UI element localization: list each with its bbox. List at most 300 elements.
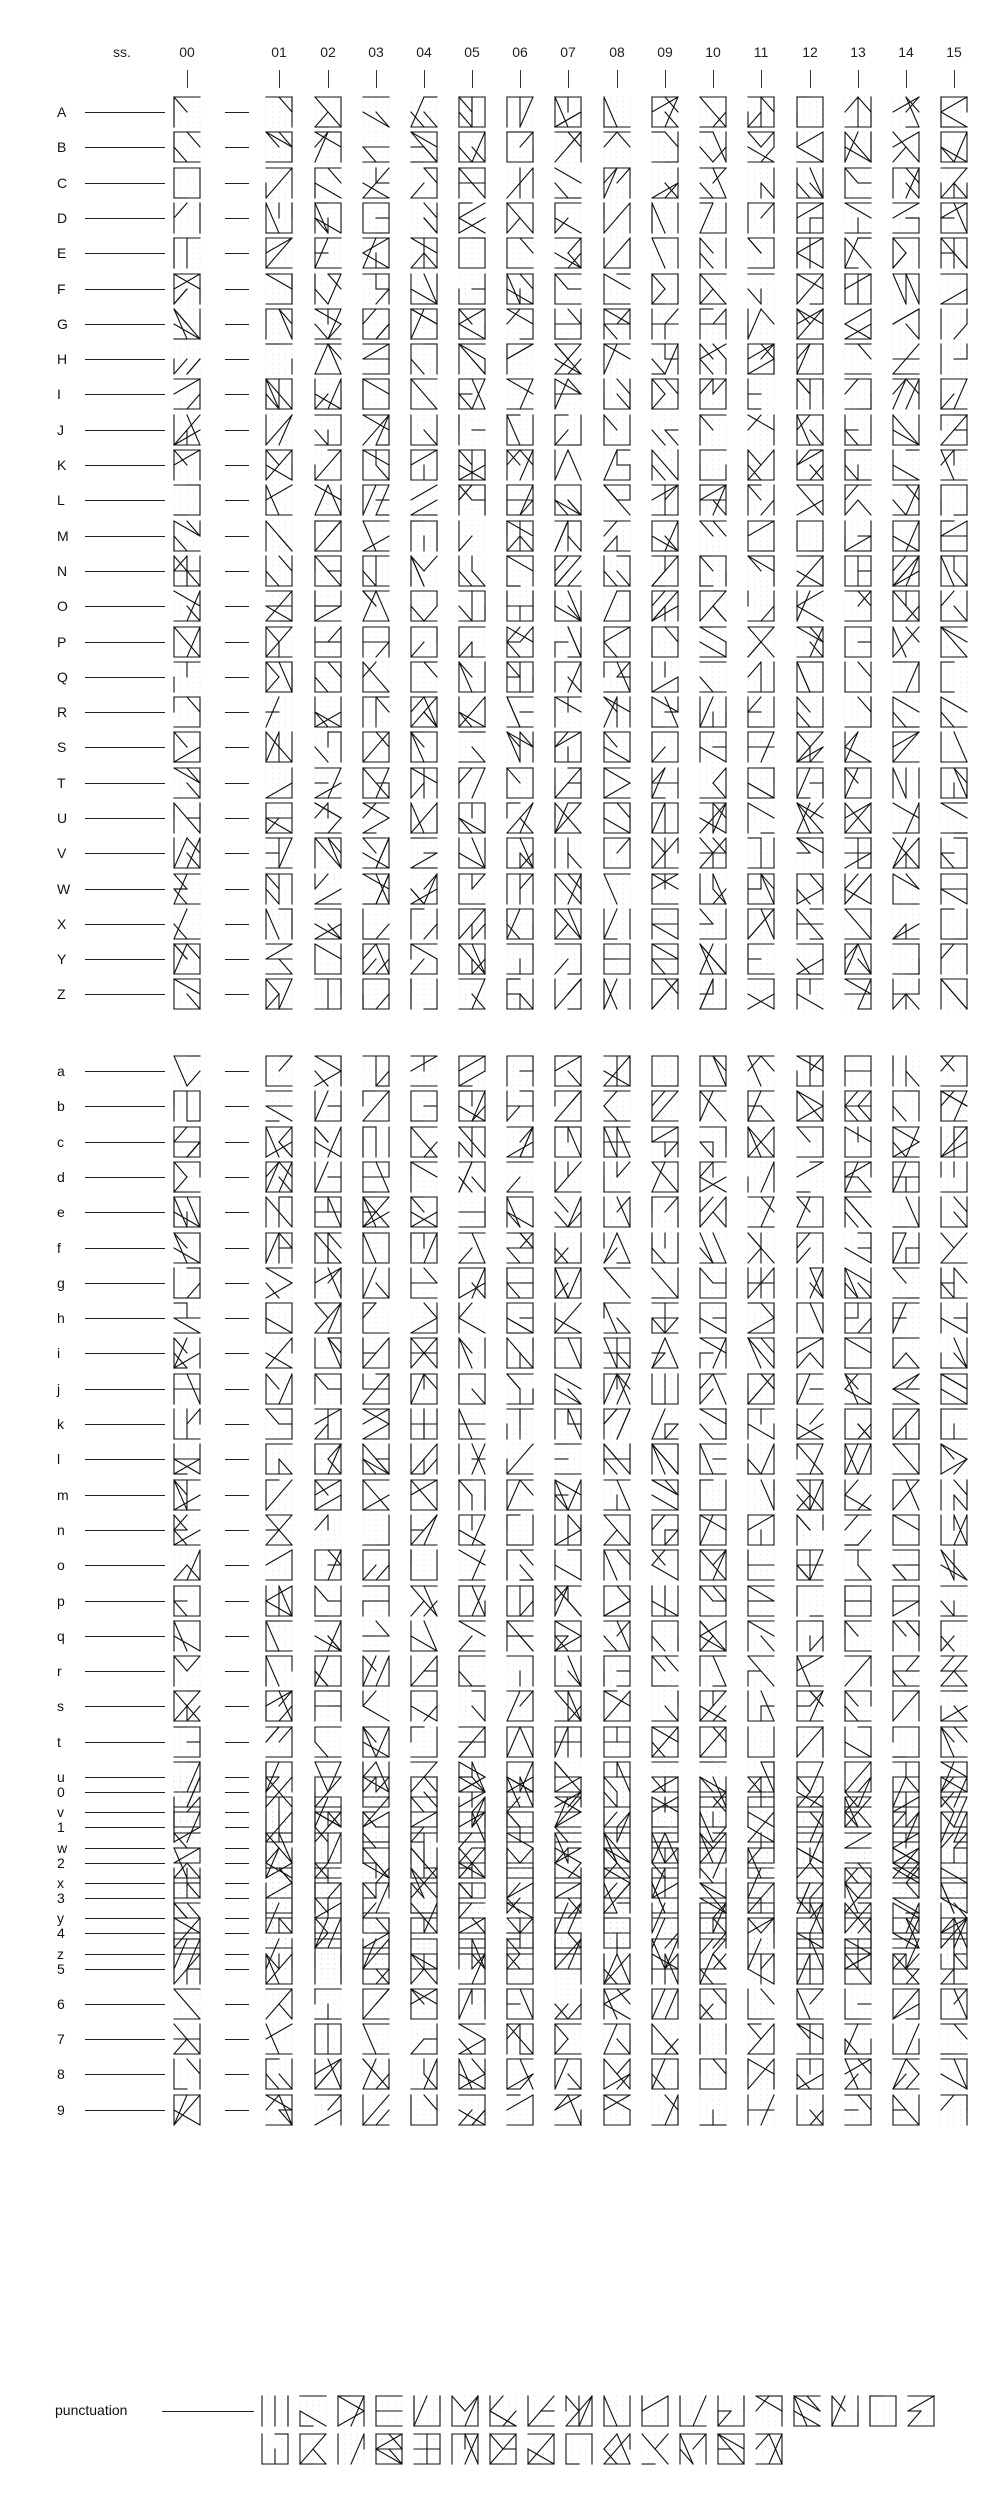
glyph-a-ss04 xyxy=(411,1056,437,1086)
row-label-uppercase-T: T xyxy=(57,775,87,791)
row-dash xyxy=(225,147,249,148)
glyph-H-ss01 xyxy=(266,344,292,374)
row-leader xyxy=(85,2004,165,2005)
glyph-M-ss15 xyxy=(941,521,967,551)
glyph-B-ss09 xyxy=(652,132,678,162)
row-dash xyxy=(225,1212,249,1213)
glyph-L-ss06 xyxy=(507,485,533,515)
glyph-U-ss08 xyxy=(604,803,630,833)
glyph-l-ss15 xyxy=(941,1444,967,1474)
glyph-r-ss10 xyxy=(700,1656,726,1686)
row-dash xyxy=(225,2110,249,2111)
glyph-3-ss15 xyxy=(941,1883,967,1913)
glyph-o-ss03 xyxy=(363,1550,389,1580)
glyph-1-ss06 xyxy=(507,1812,533,1842)
glyph-h-ss12 xyxy=(797,1303,823,1333)
row-leader xyxy=(85,2110,165,2111)
glyph-G-ss11 xyxy=(748,309,774,339)
glyph-X-ss01 xyxy=(266,909,292,939)
punctuation-glyph xyxy=(338,2434,364,2464)
glyph-e-ss03 xyxy=(363,1197,389,1227)
row-label-uppercase-L: L xyxy=(57,492,87,508)
glyph-i-ss03 xyxy=(363,1338,389,1368)
glyph-q-ss05 xyxy=(459,1621,485,1651)
row-leader xyxy=(85,1318,165,1319)
glyph-i-ss05 xyxy=(459,1338,485,1368)
row-dash xyxy=(225,1248,249,1249)
glyph-M-ss04 xyxy=(411,521,437,551)
glyph-5-ss01 xyxy=(266,1954,292,1984)
glyph-W-ss13 xyxy=(845,874,871,904)
glyph-U-ss09 xyxy=(652,803,678,833)
glyph-f-ss11 xyxy=(748,1233,774,1263)
glyph-6-ss13 xyxy=(845,1989,871,2019)
glyph-H-ss10 xyxy=(700,344,726,374)
glyph-I-ss03 xyxy=(363,379,389,409)
row-label-uppercase-P: P xyxy=(57,634,87,650)
glyph-0-ss07 xyxy=(555,1777,581,1807)
glyph-T-ss03 xyxy=(363,768,389,798)
glyph-b-ss08 xyxy=(604,1091,630,1121)
glyph-C-ss00 xyxy=(174,168,200,198)
glyph-4-ss13 xyxy=(845,1918,871,1948)
glyph-q-ss13 xyxy=(845,1621,871,1651)
row-label-lowercase-o: o xyxy=(57,1557,87,1573)
glyph-D-ss03 xyxy=(363,203,389,233)
glyph-e-ss01 xyxy=(266,1197,292,1227)
glyph-7-ss13 xyxy=(845,2024,871,2054)
glyph-k-ss13 xyxy=(845,1409,871,1439)
glyph-i-ss01 xyxy=(266,1338,292,1368)
glyph-7-ss14 xyxy=(893,2024,919,2054)
glyph-J-ss15 xyxy=(941,415,967,445)
glyph-h-ss02 xyxy=(315,1303,341,1333)
glyph-G-ss10 xyxy=(700,309,726,339)
glyph-r-ss08 xyxy=(604,1656,630,1686)
glyph-Q-ss11 xyxy=(748,662,774,692)
column-tick xyxy=(187,70,188,88)
glyph-p-ss07 xyxy=(555,1586,581,1616)
glyph-n-ss11 xyxy=(748,1515,774,1545)
row-leader xyxy=(85,1671,165,1672)
glyph-t-ss15 xyxy=(941,1727,967,1757)
glyph-Y-ss13 xyxy=(845,944,871,974)
glyph-V-ss15 xyxy=(941,838,967,868)
glyph-W-ss00 xyxy=(174,874,200,904)
glyph-E-ss07 xyxy=(555,238,581,268)
glyph-b-ss04 xyxy=(411,1091,437,1121)
glyph-h-ss14 xyxy=(893,1303,919,1333)
glyph-8-ss05 xyxy=(459,2059,485,2089)
punctuation-leader xyxy=(162,2411,254,2412)
glyph-5-ss14 xyxy=(893,1954,919,1984)
glyph-6-ss04 xyxy=(411,1989,437,2019)
glyph-O-ss08 xyxy=(604,591,630,621)
glyph-d-ss14 xyxy=(893,1162,919,1192)
row-leader xyxy=(85,1827,165,1828)
glyph-G-ss04 xyxy=(411,309,437,339)
glyph-F-ss02 xyxy=(315,274,341,304)
glyph-Z-ss12 xyxy=(797,979,823,1009)
glyph-N-ss15 xyxy=(941,556,967,586)
glyph-Q-ss12 xyxy=(797,662,823,692)
punctuation-glyph xyxy=(908,2396,934,2426)
glyph-9-ss14 xyxy=(893,2095,919,2125)
glyph-1-ss03 xyxy=(363,1812,389,1842)
glyph-s-ss09 xyxy=(652,1691,678,1721)
glyph-1-ss13 xyxy=(845,1812,871,1842)
glyph-t-ss06 xyxy=(507,1727,533,1757)
column-header-06: 06 xyxy=(500,44,540,60)
glyph-0-ss01 xyxy=(266,1777,292,1807)
glyph-9-ss12 xyxy=(797,2095,823,2125)
glyph-0-ss05 xyxy=(459,1777,485,1807)
glyph-m-ss11 xyxy=(748,1480,774,1510)
row-leader xyxy=(85,818,165,819)
glyph-e-ss15 xyxy=(941,1197,967,1227)
row-leader xyxy=(85,1883,165,1884)
glyph-0-ss04 xyxy=(411,1777,437,1807)
glyph-M-ss00 xyxy=(174,521,200,551)
glyph-d-ss04 xyxy=(411,1162,437,1192)
column-header-10: 10 xyxy=(693,44,733,60)
row-label-figures-5: 5 xyxy=(57,1961,87,1977)
glyph-B-ss02 xyxy=(315,132,341,162)
glyph-L-ss09 xyxy=(652,485,678,515)
row-leader xyxy=(85,606,165,607)
glyph-a-ss06 xyxy=(507,1056,533,1086)
glyph-F-ss14 xyxy=(893,274,919,304)
glyph-N-ss13 xyxy=(845,556,871,586)
glyph-n-ss13 xyxy=(845,1515,871,1545)
glyph-O-ss06 xyxy=(507,591,533,621)
row-dash xyxy=(225,1933,249,1934)
glyph-9-ss06 xyxy=(507,2095,533,2125)
glyph-a-ss00 xyxy=(174,1056,200,1086)
glyph-9-ss01 xyxy=(266,2095,292,2125)
column-header-05: 05 xyxy=(452,44,492,60)
glyph-1-ss02 xyxy=(315,1812,341,1842)
glyph-N-ss14 xyxy=(893,556,919,586)
glyph-V-ss12 xyxy=(797,838,823,868)
glyph-m-ss14 xyxy=(893,1480,919,1510)
glyph-e-ss06 xyxy=(507,1197,533,1227)
punctuation-glyph xyxy=(566,2396,592,2426)
column-tick xyxy=(713,70,714,88)
glyph-t-ss01 xyxy=(266,1727,292,1757)
row-dash xyxy=(225,289,249,290)
glyph-Z-ss00 xyxy=(174,979,200,1009)
column-tick xyxy=(328,70,329,88)
glyph-r-ss03 xyxy=(363,1656,389,1686)
row-dash xyxy=(225,1812,249,1813)
punctuation-glyph xyxy=(338,2396,364,2426)
glyph-j-ss08 xyxy=(604,1374,630,1404)
glyph-E-ss09 xyxy=(652,238,678,268)
glyph-P-ss09 xyxy=(652,627,678,657)
row-dash xyxy=(225,1671,249,1672)
glyph-F-ss06 xyxy=(507,274,533,304)
row-label-uppercase-M: M xyxy=(57,528,87,544)
glyph-8-ss06 xyxy=(507,2059,533,2089)
glyph-4-ss07 xyxy=(555,1918,581,1948)
glyph-o-ss14 xyxy=(893,1550,919,1580)
glyph-A-ss11 xyxy=(748,97,774,127)
glyph-Y-ss15 xyxy=(941,944,967,974)
row-label-lowercase-w: w xyxy=(57,1840,87,1856)
glyph-G-ss13 xyxy=(845,309,871,339)
row-leader xyxy=(85,1565,165,1566)
glyph-n-ss15 xyxy=(941,1515,967,1545)
row-dash xyxy=(225,1827,249,1828)
glyph-8-ss08 xyxy=(604,2059,630,2089)
punctuation-glyph xyxy=(262,2396,288,2426)
row-leader xyxy=(85,783,165,784)
glyph-g-ss04 xyxy=(411,1268,437,1298)
glyph-d-ss12 xyxy=(797,1162,823,1192)
glyph-0-ss15 xyxy=(941,1777,967,1807)
glyph-2-ss02 xyxy=(315,1848,341,1878)
row-dash xyxy=(225,1792,249,1793)
row-label-uppercase-F: F xyxy=(57,281,87,297)
glyph-N-ss00 xyxy=(174,556,200,586)
glyph-N-ss10 xyxy=(700,556,726,586)
glyph-p-ss04 xyxy=(411,1586,437,1616)
row-leader xyxy=(85,147,165,148)
row-dash xyxy=(225,1459,249,1460)
glyph-s-ss01 xyxy=(266,1691,292,1721)
row-label-lowercase-l: l xyxy=(57,1451,87,1467)
glyph-2-ss06 xyxy=(507,1848,533,1878)
glyph-s-ss13 xyxy=(845,1691,871,1721)
glyph-2-ss12 xyxy=(797,1848,823,1878)
glyph-E-ss10 xyxy=(700,238,726,268)
glyph-i-ss04 xyxy=(411,1338,437,1368)
row-label-lowercase-x: x xyxy=(57,1875,87,1891)
glyph-2-ss03 xyxy=(363,1848,389,1878)
glyph-1-ss00 xyxy=(174,1812,200,1842)
glyph-i-ss07 xyxy=(555,1338,581,1368)
glyph-D-ss14 xyxy=(893,203,919,233)
glyph-p-ss11 xyxy=(748,1586,774,1616)
row-label-lowercase-r: r xyxy=(57,1663,87,1679)
glyph-2-ss10 xyxy=(700,1848,726,1878)
glyph-m-ss12 xyxy=(797,1480,823,1510)
glyph-6-ss06 xyxy=(507,1989,533,2019)
glyph-j-ss05 xyxy=(459,1374,485,1404)
glyph-m-ss00 xyxy=(174,1480,200,1510)
glyph-n-ss12 xyxy=(797,1515,823,1545)
row-label-lowercase-v: v xyxy=(57,1804,87,1820)
glyph-f-ss08 xyxy=(604,1233,630,1263)
punctuation-glyph xyxy=(756,2396,782,2426)
glyph-6-ss01 xyxy=(266,1989,292,2019)
glyph-o-ss00 xyxy=(174,1550,200,1580)
column-tick xyxy=(520,70,521,88)
glyph-i-ss11 xyxy=(748,1338,774,1368)
glyph-E-ss14 xyxy=(893,238,919,268)
glyph-J-ss01 xyxy=(266,415,292,445)
glyph-A-ss02 xyxy=(315,97,341,127)
glyph-1-ss07 xyxy=(555,1812,581,1842)
glyph-R-ss04 xyxy=(411,697,437,727)
row-dash xyxy=(225,1565,249,1566)
row-label-lowercase-p: p xyxy=(57,1593,87,1609)
glyph-I-ss02 xyxy=(315,379,341,409)
glyph-N-ss11 xyxy=(748,556,774,586)
row-dash xyxy=(225,112,249,113)
glyph-3-ss02 xyxy=(315,1883,341,1913)
row-label-lowercase-t: t xyxy=(57,1734,87,1750)
glyph-S-ss02 xyxy=(315,732,341,762)
glyph-l-ss02 xyxy=(315,1444,341,1474)
glyph-S-ss01 xyxy=(266,732,292,762)
glyph-L-ss01 xyxy=(266,485,292,515)
punctuation-glyph xyxy=(870,2396,896,2426)
glyph-n-ss09 xyxy=(652,1515,678,1545)
glyph-T-ss04 xyxy=(411,768,437,798)
row-label-lowercase-b: b xyxy=(57,1098,87,1114)
row-label-lowercase-i: i xyxy=(57,1345,87,1361)
glyph-C-ss07 xyxy=(555,168,581,198)
glyph-F-ss09 xyxy=(652,274,678,304)
glyph-N-ss03 xyxy=(363,556,389,586)
glyph-0-ss02 xyxy=(315,1777,341,1807)
glyph-F-ss03 xyxy=(363,274,389,304)
glyph-n-ss10 xyxy=(700,1515,726,1545)
row-dash xyxy=(225,218,249,219)
glyph-3-ss03 xyxy=(363,1883,389,1913)
column-header-15: 15 xyxy=(934,44,974,60)
glyph-E-ss11 xyxy=(748,238,774,268)
glyph-0-ss12 xyxy=(797,1777,823,1807)
glyph-O-ss01 xyxy=(266,591,292,621)
row-label-figures-3: 3 xyxy=(57,1890,87,1906)
row-dash xyxy=(225,1918,249,1919)
glyph-I-ss04 xyxy=(411,379,437,409)
glyph-m-ss13 xyxy=(845,1480,871,1510)
glyph-E-ss02 xyxy=(315,238,341,268)
glyph-k-ss14 xyxy=(893,1409,919,1439)
glyph-t-ss02 xyxy=(315,1727,341,1757)
glyph-N-ss01 xyxy=(266,556,292,586)
glyph-l-ss10 xyxy=(700,1444,726,1474)
glyph-O-ss05 xyxy=(459,591,485,621)
glyph-M-ss02 xyxy=(315,521,341,551)
glyph-Q-ss09 xyxy=(652,662,678,692)
glyph-H-ss04 xyxy=(411,344,437,374)
glyph-3-ss08 xyxy=(604,1883,630,1913)
glyph-A-ss12 xyxy=(797,97,823,127)
glyph-O-ss02 xyxy=(315,591,341,621)
glyph-4-ss05 xyxy=(459,1918,485,1948)
glyph-Z-ss02 xyxy=(315,979,341,1009)
glyph-T-ss05 xyxy=(459,768,485,798)
glyph-0-ss06 xyxy=(507,1777,533,1807)
glyph-q-ss01 xyxy=(266,1621,292,1651)
row-leader xyxy=(85,1212,165,1213)
glyph-c-ss14 xyxy=(893,1127,919,1157)
glyph-4-ss06 xyxy=(507,1918,533,1948)
glyph-V-ss13 xyxy=(845,838,871,868)
glyph-5-ss03 xyxy=(363,1954,389,1984)
row-label-uppercase-W: W xyxy=(57,881,87,897)
glyph-r-ss11 xyxy=(748,1656,774,1686)
glyph-I-ss11 xyxy=(748,379,774,409)
glyph-n-ss05 xyxy=(459,1515,485,1545)
glyph-t-ss09 xyxy=(652,1727,678,1757)
glyph-e-ss11 xyxy=(748,1197,774,1227)
glyph-Z-ss01 xyxy=(266,979,292,1009)
glyph-K-ss12 xyxy=(797,450,823,480)
glyph-Q-ss10 xyxy=(700,662,726,692)
glyph-3-ss10 xyxy=(700,1883,726,1913)
glyph-J-ss02 xyxy=(315,415,341,445)
glyph-l-ss06 xyxy=(507,1444,533,1474)
glyph-c-ss08 xyxy=(604,1127,630,1157)
glyph-q-ss14 xyxy=(893,1621,919,1651)
row-leader xyxy=(85,747,165,748)
glyph-3-ss06 xyxy=(507,1883,533,1913)
glyph-l-ss03 xyxy=(363,1444,389,1474)
glyph-3-ss12 xyxy=(797,1883,823,1913)
row-leader xyxy=(85,1353,165,1354)
glyph-3-ss13 xyxy=(845,1883,871,1913)
glyph-j-ss06 xyxy=(507,1374,533,1404)
glyph-a-ss15 xyxy=(941,1056,967,1086)
row-label-figures-4: 4 xyxy=(57,1925,87,1941)
row-dash xyxy=(225,536,249,537)
glyph-K-ss09 xyxy=(652,450,678,480)
glyph-4-ss00 xyxy=(174,1918,200,1948)
glyph-B-ss07 xyxy=(555,132,581,162)
glyph-o-ss07 xyxy=(555,1550,581,1580)
glyph-J-ss07 xyxy=(555,415,581,445)
glyph-O-ss13 xyxy=(845,591,871,621)
glyph-k-ss02 xyxy=(315,1409,341,1439)
glyph-2-ss08 xyxy=(604,1848,630,1878)
glyph-9-ss11 xyxy=(748,2095,774,2125)
glyph-Q-ss08 xyxy=(604,662,630,692)
glyph-H-ss03 xyxy=(363,344,389,374)
glyph-Z-ss03 xyxy=(363,979,389,1009)
glyph-C-ss03 xyxy=(363,168,389,198)
punctuation-glyph xyxy=(718,2434,744,2464)
row-dash xyxy=(225,642,249,643)
row-leader xyxy=(85,1601,165,1602)
glyph-I-ss00 xyxy=(174,379,200,409)
glyph-2-ss05 xyxy=(459,1848,485,1878)
glyph-d-ss10 xyxy=(700,1162,726,1192)
glyph-Q-ss14 xyxy=(893,662,919,692)
row-dash xyxy=(225,1742,249,1743)
row-leader xyxy=(85,1177,165,1178)
glyph-D-ss07 xyxy=(555,203,581,233)
row-dash xyxy=(225,1177,249,1178)
row-label-uppercase-E: E xyxy=(57,245,87,261)
glyph-h-ss07 xyxy=(555,1303,581,1333)
row-label-lowercase-e: e xyxy=(57,1204,87,1220)
glyph-q-ss03 xyxy=(363,1621,389,1651)
glyph-T-ss11 xyxy=(748,768,774,798)
glyph-c-ss04 xyxy=(411,1127,437,1157)
glyph-P-ss05 xyxy=(459,627,485,657)
glyph-6-ss00 xyxy=(174,1989,200,2019)
glyph-q-ss12 xyxy=(797,1621,823,1651)
glyph-p-ss01 xyxy=(266,1586,292,1616)
row-leader xyxy=(85,1706,165,1707)
glyph-4-ss08 xyxy=(604,1918,630,1948)
